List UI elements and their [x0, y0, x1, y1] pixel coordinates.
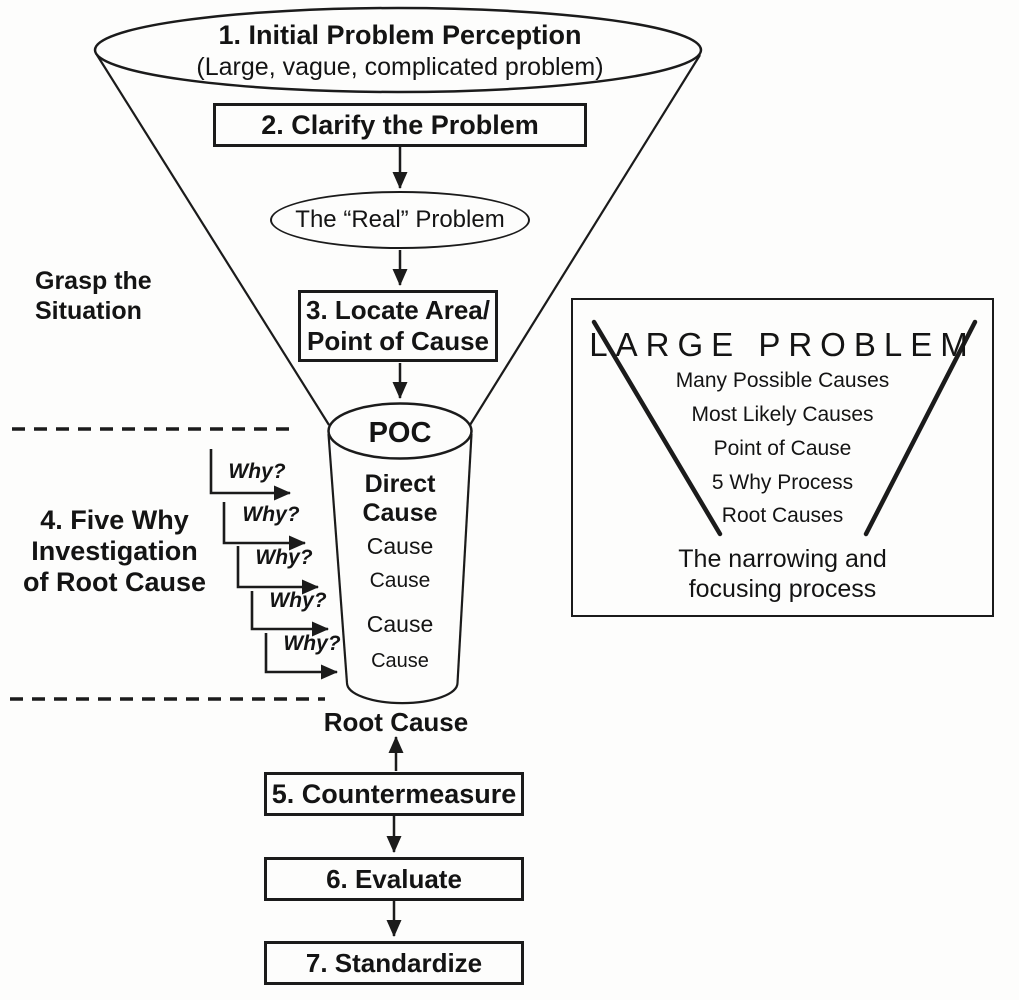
direct-cause-line2: Cause — [362, 499, 438, 527]
cause-label-2: Cause — [369, 569, 431, 592]
why-label-5: Why? — [283, 632, 341, 655]
why-label-4: Why? — [269, 589, 327, 612]
step7-label: 7. Standardize — [305, 947, 483, 978]
step5-label: 5. Countermeasure — [271, 778, 517, 809]
large-problem-title: LARGE PROBLEM — [589, 326, 976, 363]
step3-locate-box — [298, 290, 498, 362]
five-why-line3: of Root Cause — [22, 567, 206, 597]
cylinder-bottom-arc — [347, 683, 458, 703]
cause-label-3: Cause — [366, 611, 434, 637]
step2-label: 2. Clarify the Problem — [261, 109, 539, 140]
step6-evaluate-box — [264, 857, 524, 901]
why-label-3: Why? — [255, 546, 313, 569]
step5-countermeasure-box — [264, 772, 524, 816]
grasp-situation-label — [35, 266, 152, 326]
step2-clarify-box — [213, 103, 587, 147]
narrowing-level-4: 5 Why Process — [711, 471, 854, 494]
step7-standardize-box — [264, 941, 524, 985]
five-why-investigation-label — [12, 505, 217, 598]
step3-label-line2: Point of Cause — [306, 326, 489, 356]
why-label-1: Why? — [228, 460, 286, 483]
direct-cause-line1: Direct — [364, 470, 436, 498]
narrowing-level-2: Most Likely Causes — [691, 403, 874, 426]
step6-label: 6. Evaluate — [326, 863, 462, 894]
five-why-line1: 4. Five Why — [40, 505, 189, 535]
root-cause-label: Root Cause — [323, 707, 469, 737]
narrowing-level-1: Many Possible Causes — [675, 369, 890, 392]
real-problem-ellipse — [270, 191, 530, 249]
narrowing-level-3: Point of Cause — [713, 437, 852, 460]
cause-label-1: Cause — [366, 533, 434, 559]
five-why-line2: Investigation — [31, 536, 198, 566]
why-label-2: Why? — [242, 503, 300, 526]
step3-label-line1: 3. Locate Area/ — [305, 295, 490, 325]
cause-label-4: Cause — [371, 650, 429, 672]
direct-cause-label — [330, 470, 470, 528]
poc-label: POC — [368, 417, 432, 449]
grasp-line1: Grasp the — [35, 267, 152, 295]
narrowing-caption — [571, 544, 994, 604]
step1-title: 1. Initial Problem Perception — [218, 20, 582, 50]
real-problem-label: The “Real” Problem — [295, 206, 505, 233]
step1-subtitle: (Large, vague, complicated problem) — [196, 53, 604, 81]
grasp-line2: Situation — [35, 297, 142, 325]
narrowing-caption-line2: focusing process — [688, 575, 877, 603]
narrowing-level-5: Root Causes — [721, 504, 844, 527]
narrowing-caption-line1: The narrowing and — [678, 545, 887, 573]
